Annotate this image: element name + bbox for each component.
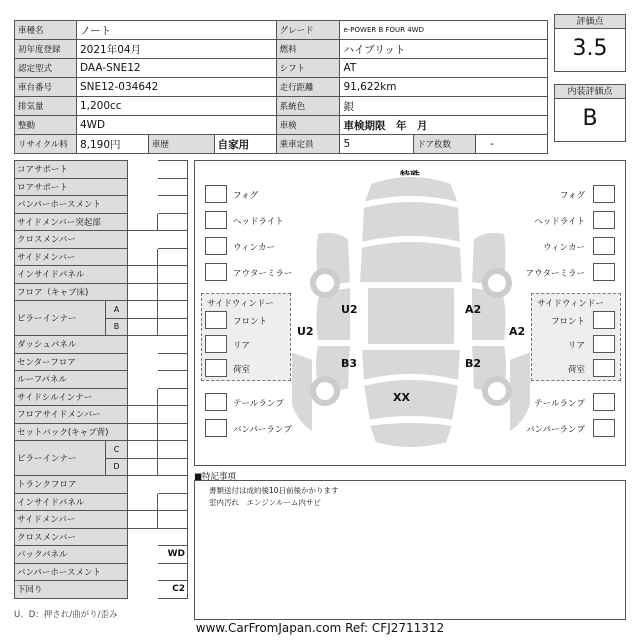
zone-u2-side: U2 [297, 325, 314, 338]
side-window-left-checkbox [205, 335, 227, 353]
frame-part-row [15, 476, 188, 494]
info-label: 車種名 [15, 21, 77, 40]
pillar-sub: A [106, 301, 128, 319]
frame-part-cell [128, 546, 158, 564]
side-window-left-label: 荷室 [233, 365, 251, 375]
frame-part-label: ロアサポート [15, 178, 128, 196]
frame-part-cell [128, 248, 158, 266]
capacity-label: 乗車定員 [276, 135, 340, 154]
info-label: シフト [276, 59, 340, 78]
frame-part-cell [128, 266, 158, 284]
frame-part-value: C2 [158, 581, 188, 599]
frame-part-row [15, 196, 188, 214]
pillar-label: ピラーインナー [15, 441, 106, 476]
frame-part-label: インサイドパネル [15, 266, 128, 284]
right-item-label: アウターミラー [525, 269, 585, 279]
right-item-checkbox [593, 185, 615, 203]
pillar-cell [128, 441, 158, 459]
info-label: 走行距離 [276, 78, 340, 97]
right-item-label: フォグ [559, 191, 585, 201]
frame-part-value [158, 213, 188, 231]
frame-part-row [15, 161, 188, 179]
info-value: SNE12-034642 [76, 78, 276, 97]
notes-title: ■特記事項 [194, 472, 237, 482]
frame-part-cell [128, 476, 158, 494]
info-row [15, 97, 548, 116]
info-row [15, 116, 548, 135]
pillar-cell [158, 301, 188, 319]
frame-part-row [15, 406, 188, 424]
left-item-label: アウターミラー [233, 269, 293, 279]
bottom-left-label: テールランプ [233, 399, 284, 409]
frame-part-value [158, 371, 188, 389]
frame-part-cell [128, 511, 158, 529]
info-label: 車検 [276, 116, 340, 135]
frame-part-value [158, 423, 188, 441]
side-window-left-title: サイドウィンドー [207, 299, 274, 309]
notes-box [194, 480, 626, 620]
frame-part-cell [128, 213, 158, 231]
interior-value: B [582, 106, 598, 131]
pillar-cell [128, 458, 158, 476]
info-label: 認定型式 [15, 59, 77, 78]
frame-part-value [158, 406, 188, 424]
zone-b3: B3 [341, 357, 358, 370]
frame-part-cell [128, 581, 158, 599]
side-window-left-label: リア [233, 341, 251, 351]
frame-part-cell [128, 388, 158, 406]
bottom-right-label: バンパーランプ [526, 425, 585, 435]
footer-watermark: www.CarFromJapan.com Ref: CFJ2711312 [195, 621, 445, 635]
pillar-row [15, 441, 188, 459]
info-value: 4WD [76, 116, 276, 135]
frame-part-cell [128, 493, 158, 511]
frame-part-row [15, 231, 188, 249]
left-item-label: フォグ [233, 191, 259, 201]
right-item-label: ウィンカー [543, 243, 585, 253]
frame-part-cell [128, 563, 158, 581]
info-value: ハイブリット [340, 40, 548, 59]
right-item-checkbox [593, 237, 615, 255]
info-value: 銀 [340, 97, 548, 116]
right-item-label: ヘッドライト [534, 217, 585, 227]
zone-a2-side: A2 [509, 325, 526, 338]
pillar-row [15, 301, 188, 319]
frame-part-label: サイドメンバー突起部 [15, 213, 128, 231]
frame-parts-table [14, 160, 188, 599]
frame-part-label: ルーフパネル [15, 371, 128, 389]
note-line: 室内汚れ エンジンルーム内サビ [209, 498, 321, 507]
frame-part-label: セットバック(キャブ背) [15, 423, 128, 441]
info-label: 車台番号 [15, 78, 77, 97]
note-line: 書類送付は成約後10日前後かかります [209, 486, 339, 495]
zone-b2: B2 [465, 357, 482, 370]
pillar-sub: B [106, 318, 128, 336]
frame-part-label: 下回り [15, 581, 128, 599]
pillar-label: ピラーインナー [15, 301, 106, 336]
bottom-left-checkbox [205, 419, 227, 437]
side-window-left-checkbox [205, 359, 227, 377]
frame-part-cell [128, 406, 158, 424]
info-value: AT [340, 59, 548, 78]
zone-u2-top: U2 [341, 303, 358, 316]
info-row [15, 78, 548, 97]
info-label: 排気量 [15, 97, 77, 116]
side-window-right-checkbox [593, 359, 615, 377]
left-item-checkbox [205, 263, 227, 281]
info-label: 系統色 [276, 97, 340, 116]
frame-part-cell [128, 231, 158, 249]
frame-part-label: バンパーホースメント [15, 563, 128, 581]
frame-part-label: バックパネル [15, 546, 128, 564]
damage-diagram [194, 160, 626, 466]
frame-part-value [158, 266, 188, 284]
frame-part-label: サイドシルインナー [15, 388, 128, 406]
damage-legend: U、D：押され/曲がり/歪み [14, 610, 118, 620]
frame-part-label: バンパーホースメント [15, 196, 128, 214]
info-row [15, 59, 548, 78]
frame-part-row [15, 388, 188, 406]
left-item-checkbox [205, 237, 227, 255]
info-label: 初年度登録 [15, 40, 77, 59]
doors-value: - [476, 135, 548, 154]
frame-part-value [158, 493, 188, 511]
frame-part-value [158, 231, 188, 249]
info-value: 1,200cc [76, 97, 276, 116]
zone-a2-top: A2 [465, 303, 482, 316]
info-label: 燃料 [276, 40, 340, 59]
frame-part-value [158, 196, 188, 214]
interior-score-box [554, 84, 626, 142]
frame-part-label: センターフロア [15, 353, 128, 371]
grade-value: 3.5 [572, 36, 608, 61]
frame-part-value [158, 161, 188, 179]
side-window-right-label: フロント [550, 317, 585, 327]
side-window-right-checkbox [593, 311, 615, 329]
frame-part-cell [128, 371, 158, 389]
frame-part-row [15, 178, 188, 196]
history-value: 自家用 [214, 135, 276, 154]
frame-part-value [158, 388, 188, 406]
frame-part-value [158, 353, 188, 371]
info-row [15, 135, 548, 154]
frame-part-row [15, 248, 188, 266]
frame-part-cell [128, 196, 158, 214]
frame-part-row [15, 353, 188, 371]
frame-part-label: クロスメンバー [15, 231, 128, 249]
frame-part-cell [128, 528, 158, 546]
frame-part-cell [128, 423, 158, 441]
bottom-right-checkbox [593, 419, 615, 437]
pillar-sub: D [106, 458, 128, 476]
pillar-cell [128, 301, 158, 319]
recycle-label: リサイクル料 [15, 135, 77, 154]
side-window-right-label: リア [567, 341, 585, 351]
frame-part-label: サイドメンバー [15, 248, 128, 266]
left-item-checkbox [205, 211, 227, 229]
info-value: ノート [76, 21, 276, 40]
bottom-left-checkbox [205, 393, 227, 411]
frame-part-value [158, 283, 188, 301]
frame-part-row [15, 528, 188, 546]
frame-part-label: コアサポート [15, 161, 128, 179]
frame-part-row [15, 213, 188, 231]
side-window-left-checkbox [205, 311, 227, 329]
frame-part-label: フロア（キャブ床) [15, 283, 128, 301]
bottom-right-checkbox [593, 393, 615, 411]
frame-part-label: フロアサイドメンバー [15, 406, 128, 424]
frame-part-value [158, 178, 188, 196]
frame-part-row [15, 371, 188, 389]
side-window-right-checkbox [593, 335, 615, 353]
pillar-sub: C [106, 441, 128, 459]
frame-part-value [158, 511, 188, 529]
info-label: 整動 [15, 116, 77, 135]
frame-part-label: インサイドパネル [15, 493, 128, 511]
pillar-cell [128, 318, 158, 336]
frame-part-row [15, 336, 188, 354]
frame-part-label: クロスメンバー [15, 528, 128, 546]
left-item-label: ヘッドライト [233, 217, 284, 227]
frame-part-label: サイドメンバー [15, 511, 128, 529]
pillar-cell [158, 441, 188, 459]
bottom-left-label: バンパーランプ [233, 425, 292, 435]
frame-part-value [158, 248, 188, 266]
frame-part-row [15, 493, 188, 511]
right-item-checkbox [593, 263, 615, 281]
recycle-value: 8,190円 [76, 135, 148, 154]
frame-part-cell [128, 283, 158, 301]
info-value: e-POWER B FOUR 4WD [340, 21, 548, 40]
grade-title: 評価点 [555, 15, 625, 29]
info-value: 車検期限 年 月 [340, 116, 548, 135]
interior-title: 内装評価点 [555, 85, 625, 99]
frame-part-cell [128, 336, 158, 354]
right-item-checkbox [593, 211, 615, 229]
info-label: グレード [276, 21, 340, 40]
left-item-label: ウィンカー [233, 243, 275, 253]
zone-xx: XX [393, 391, 410, 404]
frame-part-label: トランクフロア [15, 476, 128, 494]
side-window-right-label: 荷室 [567, 365, 585, 375]
grade-score-box [554, 14, 626, 72]
frame-part-row [15, 511, 188, 529]
frame-part-value [158, 528, 188, 546]
frame-part-row [15, 266, 188, 284]
frame-part-row [15, 546, 188, 564]
bottom-right-label: テールランプ [534, 399, 585, 409]
info-row [15, 40, 548, 59]
left-item-checkbox [205, 185, 227, 203]
history-label: 車歴 [148, 135, 214, 154]
frame-part-row [15, 563, 188, 581]
frame-part-row [15, 283, 188, 301]
frame-part-cell [128, 161, 158, 179]
frame-part-cell [128, 178, 158, 196]
frame-part-value: WD [158, 546, 188, 564]
vehicle-info-table [14, 20, 548, 154]
info-value: 91,622km [340, 78, 548, 97]
frame-part-value [158, 336, 188, 354]
pillar-cell [158, 458, 188, 476]
frame-part-row [15, 581, 188, 599]
frame-part-label: ダッシュパネル [15, 336, 128, 354]
side-window-left-label: フロント [233, 317, 268, 327]
frame-part-value [158, 563, 188, 581]
frame-part-value [158, 476, 188, 494]
info-value: 2021年04月 [76, 40, 276, 59]
frame-part-cell [128, 353, 158, 371]
car-outline [291, 173, 531, 451]
side-window-right-title: サイドウィンドー [537, 299, 604, 309]
capacity-value: 5 [340, 135, 414, 154]
info-row [15, 21, 548, 40]
frame-part-row [15, 423, 188, 441]
doors-label: ドア枚数 [414, 135, 476, 154]
pillar-cell [158, 318, 188, 336]
info-value: DAA-SNE12 [76, 59, 276, 78]
